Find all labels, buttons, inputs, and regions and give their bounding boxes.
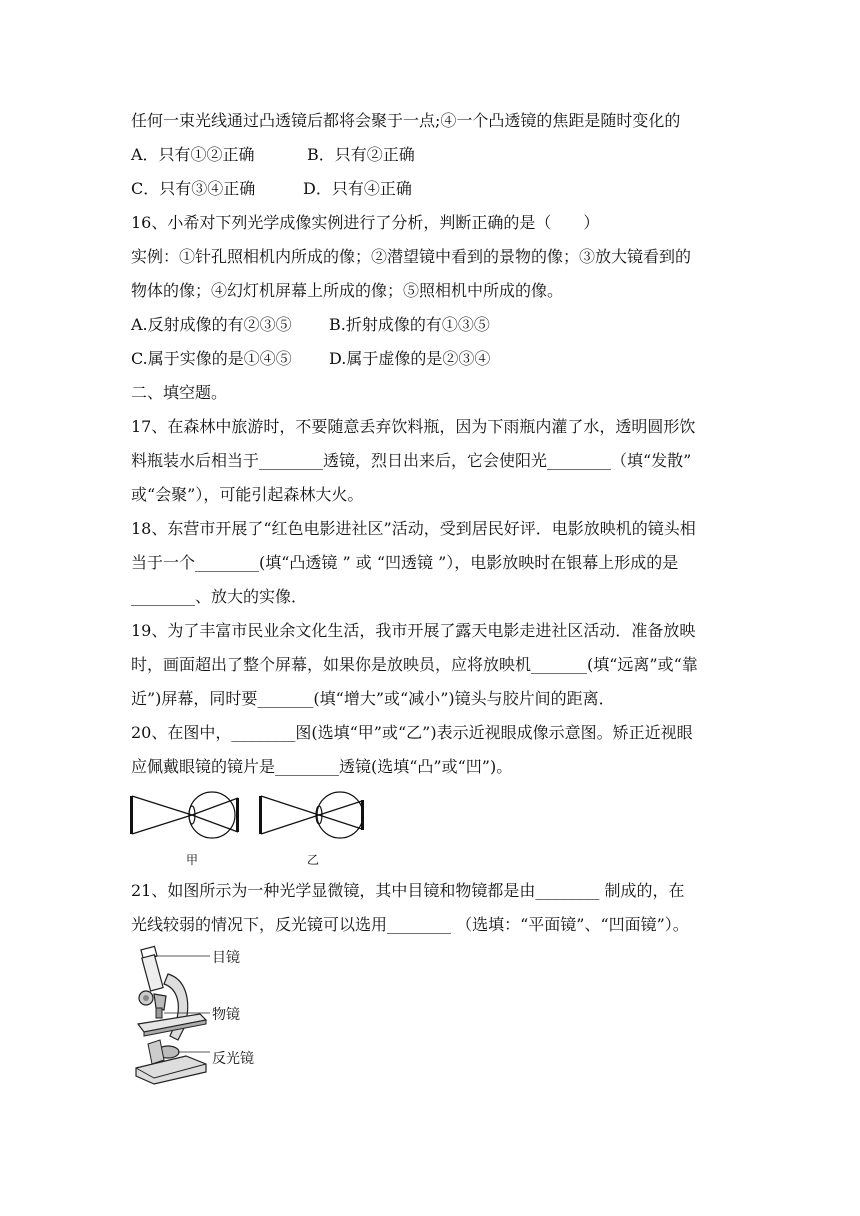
- q16-option-c[interactable]: C.属于实像的是①④⑤: [131, 349, 292, 368]
- q17-line-3: 或“会聚”），可能引起森林大火。: [131, 485, 364, 504]
- section-heading: 二、填空题。: [131, 383, 228, 402]
- q16-option-a[interactable]: A.反射成像的有②③⑤: [131, 315, 292, 334]
- q15-option-b[interactable]: B．只有②正确: [307, 145, 415, 164]
- microscope-label-objective: 物镜: [212, 1007, 240, 1023]
- q15-option-c[interactable]: C．只有③④正确: [131, 179, 256, 198]
- q16-stem: 16、小希对下列光学成像实例进行了分析，判断正确的是（ ）: [131, 213, 600, 232]
- q19-line-3: 近”)屏幕，同时要_______(填“增大”或“减小”)镜头与胶片间的距离．: [131, 689, 615, 708]
- q15-option-d[interactable]: D．只有④正确: [303, 179, 412, 198]
- q20-line-2: 应佩戴眼镜的镜片是________透镜(选填“凸”或“凹”)。: [131, 757, 513, 776]
- microscope-label-mirror: 反光镜: [212, 1051, 254, 1067]
- q15-options-row-1: [131, 144, 415, 166]
- q15-tail-text: 任何一束光线通过凸透镜后都将会聚于一点;④一个凸透镜的焦距是随时变化的: [131, 111, 681, 130]
- eye-diagram-right: [259, 792, 364, 838]
- eye-caption-left: 甲: [186, 853, 199, 867]
- q16-examples-2: 物体的像；④幻灯机屏幕上所成的像；⑤照相机中所成的像。: [131, 281, 564, 300]
- q21-line-1: 21、如图所示为一种光学显微镜，其中目镜和物镜都是由________ 制成的，在: [131, 881, 685, 900]
- eye-caption-right: 乙: [307, 853, 320, 867]
- q16-options-row-2: [131, 348, 490, 370]
- eye-diagram-left: [130, 792, 239, 838]
- q21-line-2: 光线较弱的情况下，反光镜可以选用________ （选填：“平面镜”、“凹面镜”）。: [131, 915, 689, 934]
- q15-option-a[interactable]: A．只有①②正确: [131, 145, 255, 164]
- q17-line-2: 料瓶装水后相当于________透镜，烈日出来后，它会使阳光________（填“发散”: [131, 451, 692, 470]
- q18-line-1: 18、东营市开展了“红色电影进社区”活动，受到居民好评．电影放映机的镜头相: [131, 519, 696, 538]
- q16-option-d[interactable]: D.属于虚像的是②③④: [329, 349, 491, 368]
- microscope-label-eyepiece: 目镜: [212, 950, 240, 966]
- q16-examples-1: 实例：①针孔照相机内所成的像；②潜望镜中看到的景物的像；③放大镜看到的: [131, 247, 692, 266]
- q20-line-1: 20、在图中，________图(选填“甲”或“乙”)表示近视眼成像示意图。矫正近视眼: [131, 723, 693, 742]
- q16-options-row-1: [131, 314, 490, 336]
- q18-line-2: 当于一个________(填“凸透镜 ” 或 “凹透镜 ”），电影放映时在银幕上形成的是: [131, 553, 679, 572]
- eye-diagram-figure: [126, 790, 386, 840]
- q18-line-3: ________、放大的实像．: [131, 587, 308, 606]
- q17-line-1: 17、在森林中旅游时，不要随意丢弃饮料瓶，因为下雨瓶内灌了水，透明圆形饮: [131, 417, 696, 436]
- q16-option-b[interactable]: B.折射成像的有①③⑤: [329, 315, 490, 334]
- q19-line-2: 时，画面超出了整个屏幕，如果你是放映员，应将放映机_______(填“远离”或“靠: [131, 655, 698, 674]
- q15-options-row-2: [131, 178, 412, 200]
- q19-line-1: 19、为了丰富市民业余文化生活，我市开展了露天电影走进社区活动．准备放映: [131, 621, 696, 640]
- microscope-figure: [130, 944, 225, 1086]
